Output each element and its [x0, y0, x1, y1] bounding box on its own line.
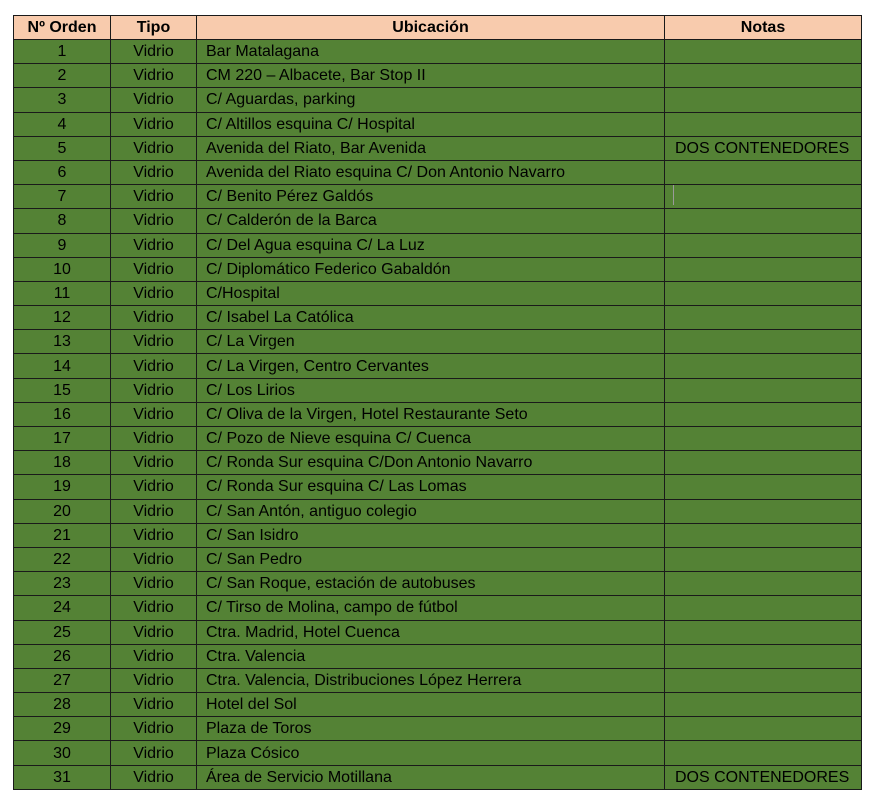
cell-notas[interactable]: [665, 40, 862, 64]
cell-notas[interactable]: [665, 88, 862, 112]
header-row: [14, 16, 862, 40]
table-row: [14, 378, 862, 402]
cell-num[interactable]: 16: [14, 402, 111, 426]
cell-notas[interactable]: [665, 572, 862, 596]
cell-tipo[interactable]: Vidrio: [111, 451, 197, 475]
cell-tipo[interactable]: Vidrio: [111, 330, 197, 354]
cell-tipo[interactable]: Vidrio: [111, 306, 197, 330]
containers-table: [13, 15, 862, 790]
cell-ubicacion[interactable]: Ctra. Madrid, Hotel Cuenca: [197, 620, 665, 644]
cell-num[interactable]: 10: [14, 257, 111, 281]
cell-num[interactable]: 26: [14, 644, 111, 668]
cell-notas[interactable]: [665, 281, 862, 305]
table-row: [14, 88, 862, 112]
cell-ubicacion[interactable]: C/ La Virgen, Centro Cervantes: [197, 354, 665, 378]
cell-tipo[interactable]: Vidrio: [111, 112, 197, 136]
cell-num[interactable]: 12: [14, 306, 111, 330]
cell-ubicacion[interactable]: Plaza de Toros: [197, 717, 665, 741]
cell-ubicacion[interactable]: CM 220 – Albacete, Bar Stop II: [197, 64, 665, 88]
cell-ubicacion[interactable]: C/ Calderón de la Barca: [197, 209, 665, 233]
cell-ubicacion[interactable]: C/ Pozo de Nieve esquina C/ Cuenca: [197, 427, 665, 451]
table-row: [14, 209, 862, 233]
cell-notas[interactable]: [665, 233, 862, 257]
cell-tipo[interactable]: Vidrio: [111, 402, 197, 426]
table-row: [14, 136, 862, 160]
cell-tipo[interactable]: Vidrio: [111, 233, 197, 257]
cell-tipo[interactable]: Vidrio: [111, 427, 197, 451]
table-body: [14, 40, 862, 790]
cell-num[interactable]: 9: [14, 233, 111, 257]
cell-notas[interactable]: [665, 596, 862, 620]
cell-num[interactable]: 5: [14, 136, 111, 160]
table-row: [14, 306, 862, 330]
cell-ubicacion[interactable]: C/ San Roque, estación de autobuses: [197, 572, 665, 596]
cell-num[interactable]: 2: [14, 64, 111, 88]
cell-num[interactable]: 17: [14, 427, 111, 451]
cell-ubicacion[interactable]: C/ Diplomático Federico Gabaldón: [197, 257, 665, 281]
table-row: [14, 451, 862, 475]
table-row: [14, 427, 862, 451]
cell-tipo[interactable]: Vidrio: [111, 717, 197, 741]
table-row: [14, 40, 862, 64]
table-row: [14, 160, 862, 184]
cell-num[interactable]: 15: [14, 378, 111, 402]
cell-notas[interactable]: [665, 185, 862, 209]
cell-notas[interactable]: [665, 64, 862, 88]
cell-ubicacion[interactable]: C/ Del Agua esquina C/ La Luz: [197, 233, 665, 257]
cell-ubicacion[interactable]: C/ Aguardas, parking: [197, 88, 665, 112]
table-row: [14, 499, 862, 523]
cell-tipo[interactable]: Vidrio: [111, 523, 197, 547]
cell-ubicacion[interactable]: Ctra. Valencia, Distribuciones López Herrera: [197, 668, 665, 692]
cell-notas[interactable]: [665, 668, 862, 692]
cell-tipo[interactable]: Vidrio: [111, 499, 197, 523]
cell-notas[interactable]: [665, 209, 862, 233]
table-row: [14, 402, 862, 426]
cell-num[interactable]: 21: [14, 523, 111, 547]
cell-tipo[interactable]: Vidrio: [111, 160, 197, 184]
table-row: [14, 596, 862, 620]
table-row: [14, 112, 862, 136]
cell-ubicacion[interactable]: C/ Ronda Sur esquina C/ Las Lomas: [197, 475, 665, 499]
cell-num[interactable]: 3: [14, 88, 111, 112]
header-ubicacion[interactable]: Ubicación: [197, 16, 665, 40]
cell-tipo[interactable]: Vidrio: [111, 475, 197, 499]
cell-notas[interactable]: [665, 257, 862, 281]
cell-notas[interactable]: [665, 378, 862, 402]
cell-notas[interactable]: DOS CONTENEDORES: [665, 765, 862, 789]
cell-tipo[interactable]: Vidrio: [111, 40, 197, 64]
cell-num[interactable]: 31: [14, 765, 111, 789]
cell-num[interactable]: 8: [14, 209, 111, 233]
table-row: [14, 233, 862, 257]
cell-num[interactable]: 20: [14, 499, 111, 523]
cell-tipo[interactable]: Vidrio: [111, 765, 197, 789]
cell-num[interactable]: 22: [14, 547, 111, 571]
cell-notas[interactable]: [665, 644, 862, 668]
table-row: [14, 668, 862, 692]
cell-num[interactable]: 29: [14, 717, 111, 741]
cell-ubicacion[interactable]: C/ San Isidro: [197, 523, 665, 547]
cell-num[interactable]: 23: [14, 572, 111, 596]
cell-tipo[interactable]: Vidrio: [111, 741, 197, 765]
cell-tipo[interactable]: Vidrio: [111, 209, 197, 233]
cell-ubicacion[interactable]: C/ San Pedro: [197, 547, 665, 571]
cell-notas[interactable]: [665, 451, 862, 475]
cell-num[interactable]: 25: [14, 620, 111, 644]
cell-ubicacion[interactable]: C/ San Antón, antiguo colegio: [197, 499, 665, 523]
cell-tipo[interactable]: Vidrio: [111, 354, 197, 378]
cell-tipo[interactable]: Vidrio: [111, 668, 197, 692]
cell-ubicacion[interactable]: C/Hospital: [197, 281, 665, 305]
cell-ubicacion[interactable]: C/ La Virgen: [197, 330, 665, 354]
cell-ubicacion[interactable]: Bar Matalagana: [197, 40, 665, 64]
cell-num[interactable]: 6: [14, 160, 111, 184]
cell-tipo[interactable]: Vidrio: [111, 620, 197, 644]
table-header: [14, 16, 862, 40]
table-row: [14, 523, 862, 547]
cell-num[interactable]: 14: [14, 354, 111, 378]
cell-ubicacion[interactable]: Plaza Cósico: [197, 741, 665, 765]
cell-ubicacion[interactable]: C/ Altillos esquina C/ Hospital: [197, 112, 665, 136]
cell-ubicacion[interactable]: C/ Oliva de la Virgen, Hotel Restaurante Seto: [197, 402, 665, 426]
cell-notas[interactable]: [665, 427, 862, 451]
table-row: [14, 475, 862, 499]
cell-tipo[interactable]: Vidrio: [111, 64, 197, 88]
cell-notas[interactable]: [665, 620, 862, 644]
cell-num[interactable]: 27: [14, 668, 111, 692]
cell-notas[interactable]: [665, 306, 862, 330]
cell-ubicacion[interactable]: Ctra. Valencia: [197, 644, 665, 668]
table-row: [14, 64, 862, 88]
cell-ubicacion[interactable]: Hotel del Sol: [197, 693, 665, 717]
cell-num[interactable]: 19: [14, 475, 111, 499]
table-row: [14, 185, 862, 209]
header-num[interactable]: Nº Orden: [14, 16, 111, 40]
cell-notas[interactable]: [665, 112, 862, 136]
table-row: [14, 741, 862, 765]
cell-ubicacion[interactable]: C/ Los Lirios: [197, 378, 665, 402]
header-notas[interactable]: Notas: [665, 16, 862, 40]
cell-num[interactable]: 13: [14, 330, 111, 354]
cell-tipo[interactable]: Vidrio: [111, 596, 197, 620]
cell-notas[interactable]: [665, 160, 862, 184]
cell-ubicacion[interactable]: Área de Servicio Motillana: [197, 765, 665, 789]
table-row: [14, 257, 862, 281]
cell-notas[interactable]: [665, 475, 862, 499]
table-row: [14, 693, 862, 717]
cell-num[interactable]: 7: [14, 185, 111, 209]
cell-notas[interactable]: [665, 402, 862, 426]
cell-tipo[interactable]: Vidrio: [111, 693, 197, 717]
cell-num[interactable]: 1: [14, 40, 111, 64]
cell-tipo[interactable]: Vidrio: [111, 281, 197, 305]
spreadsheet: [13, 15, 861, 790]
cell-tipo[interactable]: Vidrio: [111, 644, 197, 668]
table-row: [14, 620, 862, 644]
table-row: [14, 644, 862, 668]
table-row: [14, 765, 862, 789]
cell-tipo[interactable]: Vidrio: [111, 378, 197, 402]
cell-notas[interactable]: [665, 693, 862, 717]
text-cursor: [673, 185, 674, 205]
cell-num[interactable]: 30: [14, 741, 111, 765]
cell-notas[interactable]: [665, 547, 862, 571]
cell-num[interactable]: 4: [14, 112, 111, 136]
header-tipo[interactable]: Tipo: [111, 16, 197, 40]
cell-tipo[interactable]: Vidrio: [111, 547, 197, 571]
cell-num[interactable]: 18: [14, 451, 111, 475]
cell-ubicacion[interactable]: Avenida del Riato, Bar Avenida: [197, 136, 665, 160]
cell-tipo[interactable]: Vidrio: [111, 572, 197, 596]
cell-tipo[interactable]: Vidrio: [111, 88, 197, 112]
cell-notas[interactable]: [665, 717, 862, 741]
cell-tipo[interactable]: Vidrio: [111, 185, 197, 209]
table-row: [14, 330, 862, 354]
table-row: [14, 717, 862, 741]
cell-ubicacion[interactable]: C/ Benito Pérez Galdós: [197, 185, 665, 209]
cell-notas[interactable]: [665, 499, 862, 523]
cell-ubicacion[interactable]: C/ Ronda Sur esquina C/Don Antonio Navarro: [197, 451, 665, 475]
cell-tipo[interactable]: Vidrio: [111, 257, 197, 281]
cell-notas[interactable]: [665, 523, 862, 547]
cell-ubicacion[interactable]: C/ Tirso de Molina, campo de fútbol: [197, 596, 665, 620]
table-row: [14, 354, 862, 378]
table-row: [14, 281, 862, 305]
cell-notas[interactable]: DOS CONTENEDORES: [665, 136, 862, 160]
cell-num[interactable]: 28: [14, 693, 111, 717]
table-row: [14, 572, 862, 596]
cell-notas[interactable]: [665, 354, 862, 378]
cell-notas[interactable]: [665, 330, 862, 354]
table-row: [14, 547, 862, 571]
cell-ubicacion[interactable]: Avenida del Riato esquina C/ Don Antonio Navarro: [197, 160, 665, 184]
cell-tipo[interactable]: Vidrio: [111, 136, 197, 160]
cell-num[interactable]: 24: [14, 596, 111, 620]
cell-ubicacion[interactable]: C/ Isabel La Católica: [197, 306, 665, 330]
cell-notas[interactable]: [665, 741, 862, 765]
cell-num[interactable]: 11: [14, 281, 111, 305]
